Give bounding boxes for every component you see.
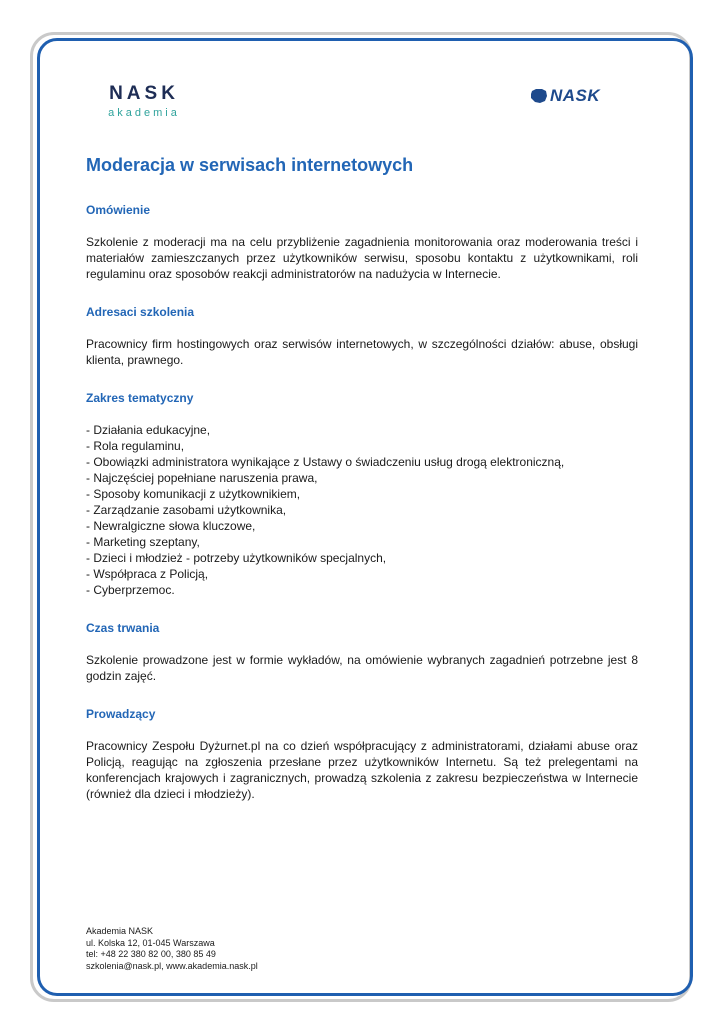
- section-text-audience: Pracownicy firm hostingowych oraz serwisów internetowych, w szczególności działów: abuse, obsługi klienta, prawnego.: [86, 337, 638, 367]
- footer-email-web: szkolenia@nask.pl, www.akademia.nask.pl: [86, 960, 258, 971]
- document-body: [86, 152, 638, 802]
- poland-map-icon: [530, 88, 548, 104]
- list-item: - Sposoby komunikacji z użytkownikiem,: [86, 487, 301, 501]
- footer-org-name: Akademia NASK: [86, 926, 154, 936]
- section-text-trainers: Pracownicy Zespołu Dyżurnet.pl na co dzień współpracujący z administratorami, działami abuse oraz Policją, reagując na zgłoszenia przesłane przez użytkowników Internetu. Są też prelegentami na konferencjach krajowych i zagranicznych, prowadzą szkolenia z zakresu bezpieczeństwa w Internecie (również dla dzieci i młodzieży).: [86, 739, 638, 801]
- section-heading-scope: Zakres tematyczny: [86, 391, 194, 405]
- document-title: Moderacja w serwisach internetowych: [86, 155, 414, 175]
- list-item: - Dzieci i młodzież - potrzeby użytkowników specjalnych,: [86, 551, 387, 565]
- nask-logo: [530, 86, 600, 106]
- logo-akademia-text: akademia: [108, 107, 180, 119]
- logo-nask-text: NASK: [109, 83, 179, 104]
- list-item: - Najczęściej popełniane naruszenia prawa,: [86, 471, 318, 485]
- footer-address: ul. Kolska 12, 01-045 Warszawa: [86, 937, 215, 948]
- section-text-duration: Szkolenie prowadzone jest w formie wykładów, na omówienie wybranych zagadnień potrzebne jest 8 godzin zajęć.: [86, 653, 638, 683]
- section-heading-overview: Omówienie: [86, 203, 151, 217]
- list-item: - Cyberprzemoc.: [86, 583, 175, 597]
- section-heading-audience: Adresaci szkolenia: [86, 305, 195, 319]
- list-item: - Newralgiczne słowa kluczowe,: [86, 519, 256, 533]
- list-item: - Zarządzanie zasobami użytkownika,: [86, 503, 287, 517]
- akademia-nask-logo: [104, 84, 184, 120]
- section-text-overview: Szkolenie z moderacji ma na celu przybliżenie zagadnienia monitorowania oraz moderowania treści i materiałów zamieszczanych przez użytkowników serwisu, sposobu kontaktu z użytkownikami, roli regulaminu oraz sposobów reakcji administratorów na nadużycia w Internecie.: [86, 235, 638, 281]
- list-item: - Działania edukacyjne,: [86, 423, 211, 437]
- footer-contact: [86, 926, 258, 972]
- list-item: - Obowiązki administratora wynikające z Ustawy o świadczeniu usług drogą elektroniczną,: [86, 455, 565, 469]
- list-item: - Rola regulaminu,: [86, 439, 185, 453]
- list-item: - Marketing szeptany,: [86, 535, 200, 549]
- section-heading-duration: Czas trwania: [86, 621, 160, 635]
- list-item: - Współpraca z Policją,: [86, 567, 209, 581]
- scope-list: [86, 422, 638, 598]
- footer-phone: tel: +48 22 380 82 00, 380 85 49: [86, 949, 216, 959]
- nask-logo-text: NASK: [550, 86, 601, 105]
- section-heading-trainers: Prowadzący: [86, 707, 156, 721]
